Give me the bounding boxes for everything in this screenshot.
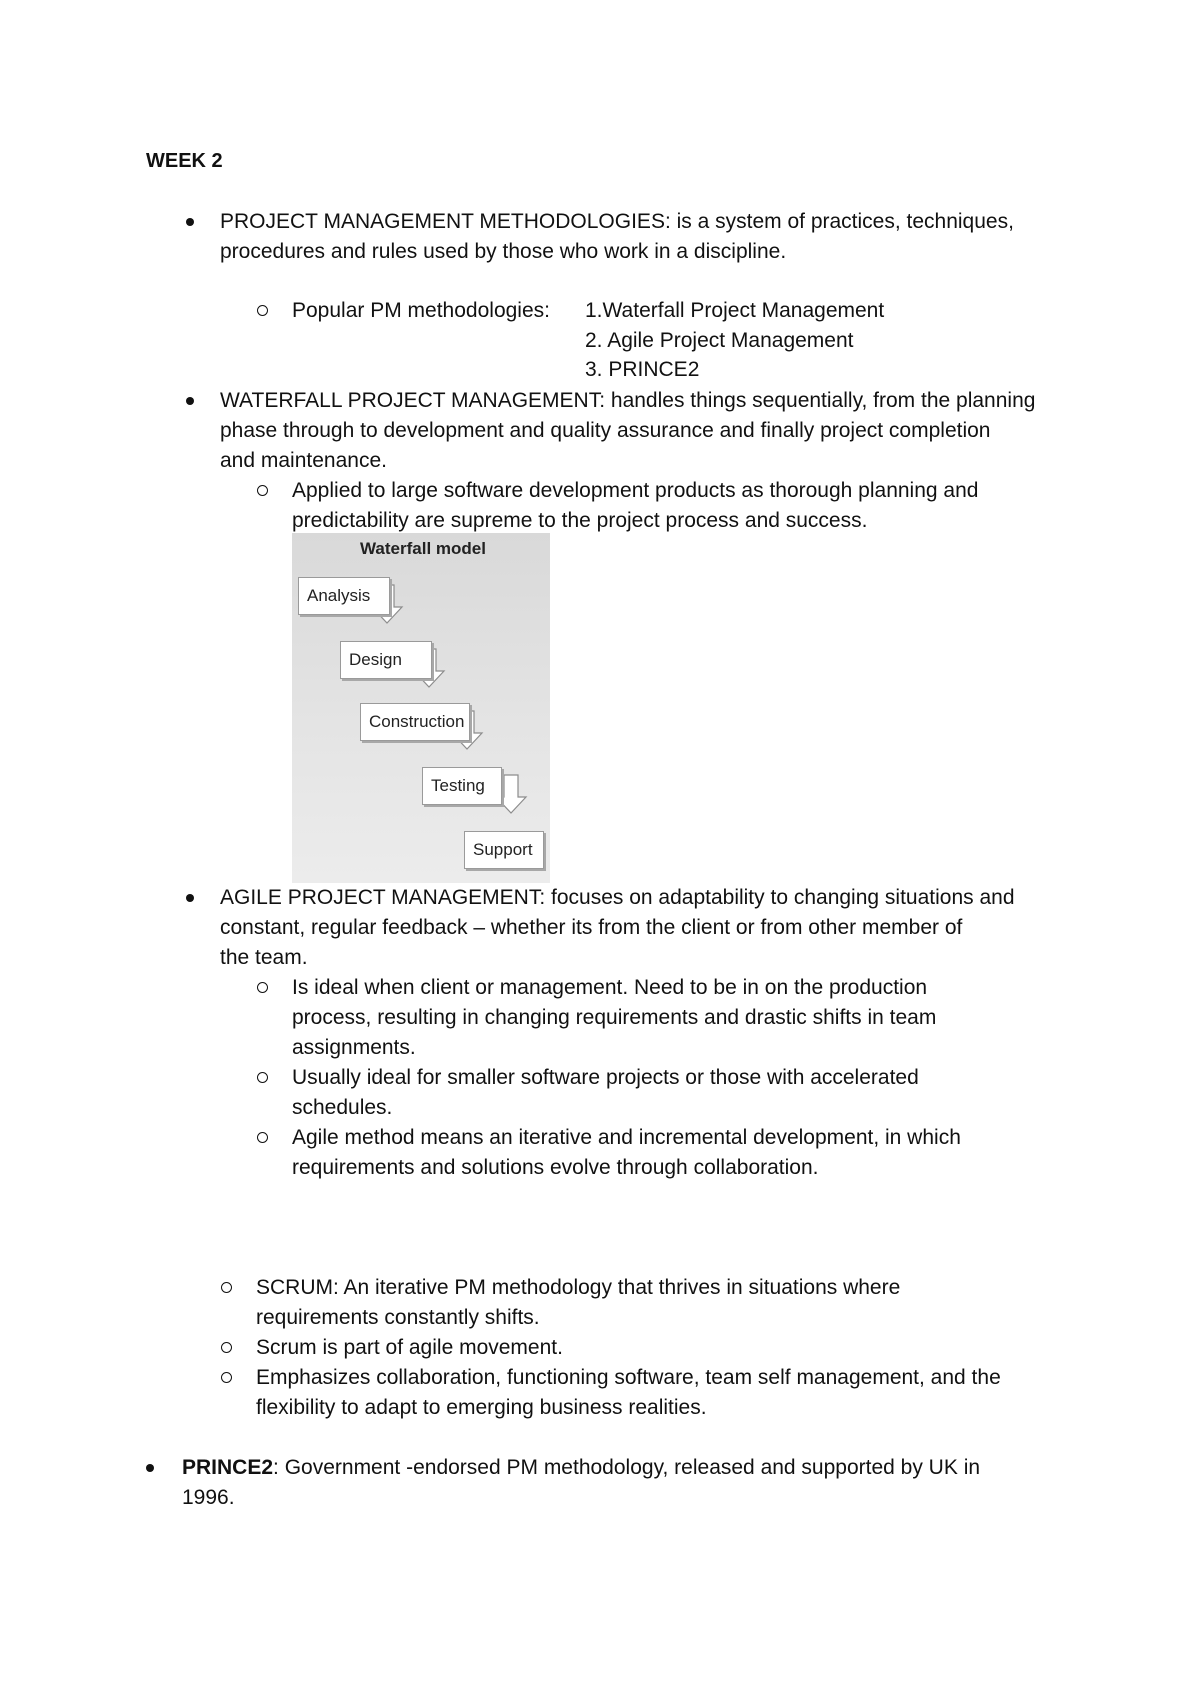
agile-sub3-line1: Agile method means an iterative and incremental development, in which [292,1126,961,1149]
figure-title: Waterfall model [360,539,486,558]
agile-sub3-line2: requirements and solutions evolve through collaboration. [292,1156,819,1179]
methodology-item-1: 1.Waterfall Project Management [585,299,885,322]
pm-methodologies-line1: PROJECT MANAGEMENT METHODOLOGIES: is a system of practices, techniques, [220,210,1014,233]
prince2-line2: 1996. [182,1486,235,1509]
step-support: Support [464,831,544,869]
waterfall-model-figure [292,533,550,883]
page-title: WEEK 2 [146,150,223,172]
prince2-label: PRINCE2 [182,1456,274,1479]
sub-bullet-icon [221,1342,232,1353]
sub-bullet-icon [221,1282,232,1293]
scrum-sub3-line2: flexibility to adapt to emerging business realities. [256,1396,707,1419]
popular-methodologies-label: Popular PM methodologies: [292,299,550,322]
bullet-icon [146,1464,154,1472]
step-testing: Testing [422,767,502,805]
bullet-icon [186,894,194,902]
sub-bullet-icon [257,305,268,316]
sub-bullet-icon [257,1132,268,1143]
prince2-line1 [182,1453,980,1483]
scrum-sub1-line1: SCRUM: An iterative PM methodology that thrives in situations where [256,1276,901,1299]
bullet-icon [186,397,194,405]
methodology-item-3: 3. PRINCE2 [585,358,700,381]
agile-line2: constant, regular feedback – whether its from the client or from other member of [220,916,963,939]
agile-line1: AGILE PROJECT MANAGEMENT: focuses on adaptability to changing situations and [220,886,1015,909]
waterfall-sub1-line2: predictability are supreme to the project process and success. [292,509,868,532]
methodology-item-2: 2. Agile Project Management [585,329,854,352]
waterfall-line1: WATERFALL PROJECT MANAGEMENT: handles things sequentially, from the planning [220,389,1036,412]
scrum-sub2-line1: Scrum is part of agile movement. [256,1336,563,1359]
agile-sub1-line3: assignments. [292,1036,416,1059]
sub-bullet-icon [257,485,268,496]
sub-bullet-icon [221,1372,232,1383]
step-construction: Construction [360,703,470,741]
agile-sub2-line2: schedules. [292,1096,393,1119]
waterfall-line3: and maintenance. [220,449,387,472]
sub-bullet-icon [257,1072,268,1083]
pm-methodologies-line2: procedures and rules used by those who work in a discipline. [220,240,787,263]
bullet-icon [186,218,194,226]
agile-line3: the team. [220,946,308,969]
step-design: Design [340,641,432,679]
prince2-description: : Government -endorsed PM methodology, released and supported by UK in [273,1456,981,1479]
step-analysis: Analysis [298,577,390,615]
agile-sub1-line2: process, resulting in changing requirements and drastic shifts in team [292,1006,937,1029]
agile-sub2-line1: Usually ideal for smaller software projects or those with accelerated [292,1066,919,1089]
scrum-sub1-line2: requirements constantly shifts. [256,1306,540,1329]
waterfall-sub1-line1: Applied to large software development products as thorough planning and [292,479,979,502]
scrum-sub3-line1: Emphasizes collaboration, functioning software, team self management, and the [256,1366,1001,1389]
sub-bullet-icon [257,982,268,993]
agile-sub1-line1: Is ideal when client or management. Need to be in on the production [292,976,928,999]
waterfall-line2: phase through to development and quality assurance and finally project completion [220,419,991,442]
